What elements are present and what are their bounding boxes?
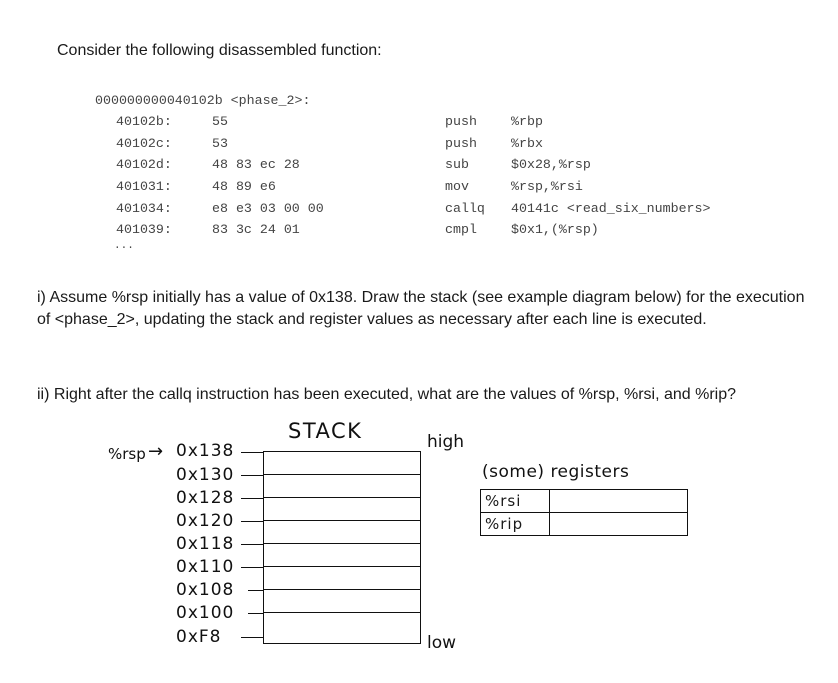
stack-address: 0x108: [176, 580, 235, 600]
stack-cell-divider: [263, 497, 421, 498]
intro-text: Consider the following disassembled function:: [57, 42, 382, 59]
stack-address: 0xF8: [176, 627, 222, 647]
high-label: high: [427, 432, 465, 452]
ellipsis: ...: [114, 240, 134, 252]
stack-address: 0x120: [176, 511, 235, 531]
instruction-args: 40141c <read_six_numbers>: [511, 201, 711, 216]
instruction-args: %rbp: [511, 114, 543, 129]
registers-table: [480, 489, 688, 536]
stack-cell-divider: [263, 520, 421, 521]
stack-address: 0x100: [176, 603, 235, 623]
stack-cell-divider: [263, 566, 421, 567]
instruction-bytes: 83 3c 24 01: [212, 222, 300, 237]
register-label: %rsi: [481, 490, 550, 513]
question-1: i) Assume %rsp initially has a value of 0x138. Draw the stack (see example diagram below) for the execution of <phase_2>, updating the stack and register values as necessary after each line is executed.: [37, 289, 805, 328]
stack-address: 0x130: [176, 465, 235, 485]
address-tick: [241, 567, 263, 568]
instruction-op: push: [445, 114, 477, 129]
instruction-op: push: [445, 136, 477, 151]
instruction-bytes: 48 83 ec 28: [212, 157, 300, 172]
stack-cell-divider: [263, 543, 421, 544]
register-row: [481, 513, 688, 536]
instruction-address: 40102b:: [116, 114, 172, 129]
register-value-cell: [550, 513, 688, 536]
register-row: [481, 490, 688, 513]
stack-cell-divider: [263, 612, 421, 613]
stack-address: 0x118: [176, 534, 235, 554]
low-label: low: [427, 633, 457, 653]
instruction-address: 40102d:: [116, 157, 172, 172]
address-tick: [241, 452, 263, 453]
stack-cell-divider: [263, 474, 421, 475]
arrow-right-icon: →: [148, 441, 164, 462]
address-tick: [248, 613, 263, 614]
instruction-address: 401031:: [116, 179, 172, 194]
stack-address: 0x110: [176, 557, 235, 577]
question-2: ii) Right after the callq instruction has been executed, what are the values of %rsp, %rsi, and %rip?: [37, 386, 737, 403]
instruction-address: 40102c:: [116, 136, 172, 151]
instruction-args: %rbx: [511, 136, 543, 151]
stack-title: STACK: [288, 419, 363, 443]
instruction-bytes: e8 e3 03 00 00: [212, 201, 324, 216]
instruction-bytes: 48 89 e6: [212, 179, 276, 194]
instruction-op: cmpl: [445, 222, 477, 237]
registers-title: (some) registers: [482, 462, 630, 482]
instruction-op: callq: [445, 201, 485, 216]
instruction-bytes: 53: [212, 136, 228, 151]
address-tick: [241, 475, 263, 476]
address-tick: [241, 498, 263, 499]
stack-address: 0x138: [176, 441, 235, 461]
register-label: %rip: [481, 513, 550, 536]
register-value-cell: [550, 490, 688, 513]
instruction-address: 401039:: [116, 222, 172, 237]
address-tick: [248, 590, 263, 591]
instruction-bytes: 55: [212, 114, 228, 129]
stack-address: 0x128: [176, 488, 235, 508]
instruction-op: sub: [445, 157, 469, 172]
stack-cell-divider: [263, 589, 421, 590]
instruction-address: 401034:: [116, 201, 172, 216]
instruction-args: $0x28,%rsp: [511, 157, 591, 172]
address-tick: [241, 544, 263, 545]
instruction-args: $0x1,(%rsp): [511, 222, 599, 237]
instruction-op: mov: [445, 179, 469, 194]
address-tick: [241, 521, 263, 522]
instruction-args: %rsp,%rsi: [511, 179, 583, 194]
rsp-label: %rsp: [108, 445, 146, 463]
stack-box: [263, 451, 421, 644]
address-tick: [241, 637, 263, 638]
function-header: 000000000040102b <phase_2>:: [95, 93, 311, 108]
